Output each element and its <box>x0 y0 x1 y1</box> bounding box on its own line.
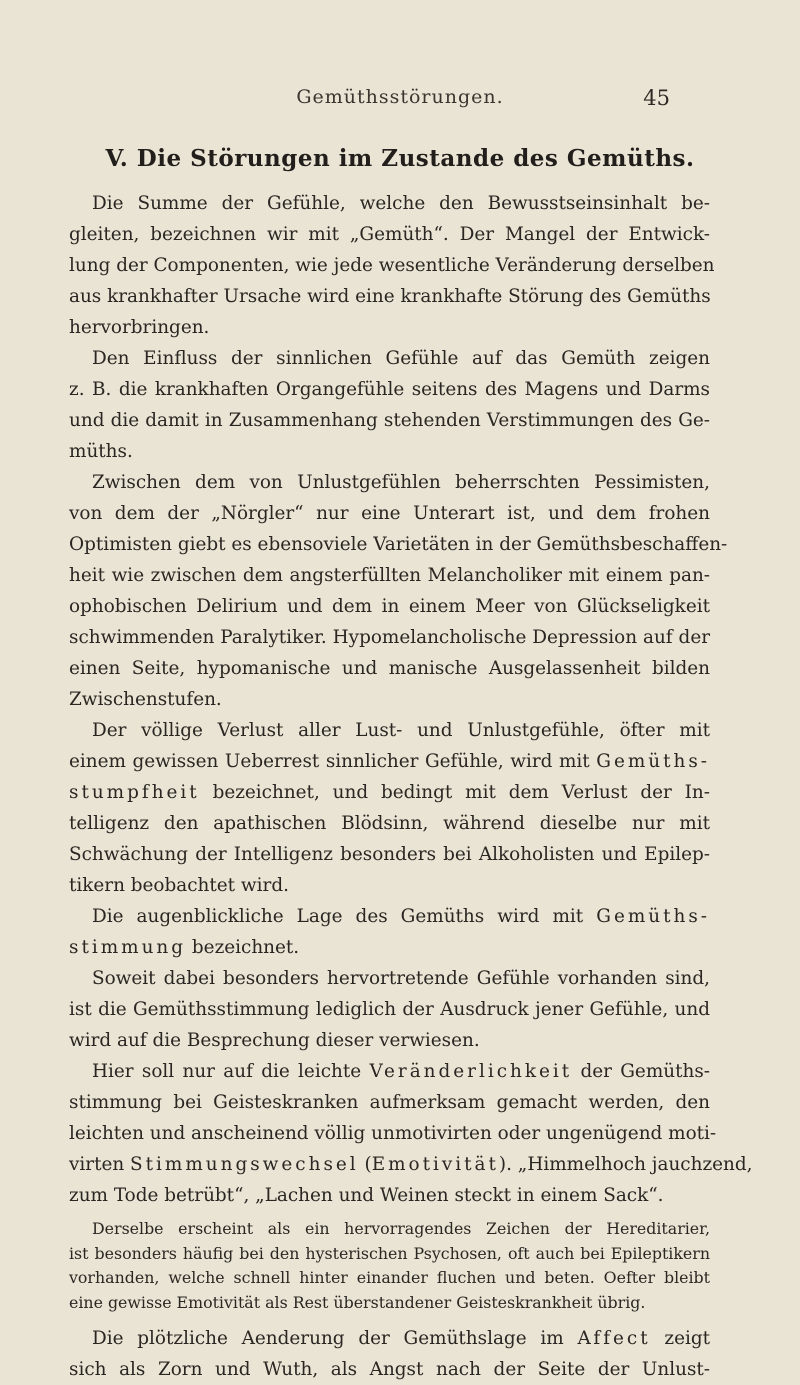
text-span: Die plötzliche Aenderung der Gemüthslage im <box>92 1328 578 1349</box>
paragraph-veraenderlichkeit <box>69 1056 753 1211</box>
text-line: Der völlige Verlust aller Lust- und Unlustgefühle, öfter mit <box>92 720 710 741</box>
spaced-term: Affect <box>577 1328 651 1349</box>
text-span: zeigt <box>650 1328 710 1349</box>
text-line: eine gewisse Emotivität als Rest überstandener Geisteskrankheit übrig. <box>69 1292 646 1312</box>
paragraph-soweit <box>69 963 710 1056</box>
paragraph-affect <box>69 1323 710 1385</box>
page-number: 45 <box>643 86 670 110</box>
spacer <box>69 1315 710 1323</box>
paragraph-stimmung <box>69 901 710 963</box>
text-line: Den Einfluss der sinnlichen Gefühle auf das Gemüth zeigen <box>92 348 710 369</box>
text-line: Zwischenstufen. <box>69 689 222 710</box>
text-span: bezeichnet, und bedingt mit dem Verlust der In- <box>199 782 710 803</box>
text-line: schwimmenden Paralytiker. Hypomelancholische Depression auf der <box>69 627 710 648</box>
spaced-term: Gemüths- <box>596 751 710 772</box>
text-line: ophobischen Delirium und dem in einem Meer von Glückseligkeit <box>69 596 710 617</box>
spaced-term: stumpfheit <box>69 782 200 803</box>
small-print-note <box>69 1217 710 1315</box>
text-line <box>69 1056 710 1087</box>
text-line: sich als Zorn und Wuth, als Angst nach der Seite der Unlust- <box>69 1359 710 1380</box>
text-line: tikern beobachtet wird. <box>69 875 289 896</box>
text-line <box>69 1149 753 1180</box>
text-span: ). „Himmelhoch jauchzend, <box>498 1154 753 1175</box>
page-body <box>69 188 753 1385</box>
text-line <box>69 746 710 777</box>
text-line: ist besonders häufig bei den hysterischen Psychosen, oft auch bei Epileptikern <box>69 1243 710 1263</box>
text-line: müths. <box>69 441 133 462</box>
text-line: heit wie zwischen dem angsterfüllten Melancholiker mit einem pan- <box>69 565 710 586</box>
text-line <box>69 777 710 808</box>
text-line: vorhanden, welche schnell hinter einander fluchen und beten. Oefter bleibt <box>69 1268 710 1287</box>
text-line: leichten und anscheinend völlig unmotivirten oder ungenügend moti- <box>69 1123 717 1144</box>
text-span: ( <box>358 1154 372 1175</box>
spaced-term: Emotivität <box>371 1154 499 1175</box>
text-line: Zwischen dem von Unlustgefühlen beherrschten Pessimisten, <box>92 472 710 493</box>
spaced-term: Veränderlichkeit <box>369 1061 573 1082</box>
text-line: stimmung bei Geisteskranken aufmerksam gemacht werden, den <box>69 1092 710 1113</box>
paragraph-pessimisten <box>69 467 728 715</box>
text-line <box>69 932 710 963</box>
text-line: Schwächung der Intelligenz besonders bei Alkoholisten und Epilep- <box>69 844 710 865</box>
running-title: Gemüthsstörungen. <box>296 86 504 108</box>
text-span: der Gemüths- <box>572 1061 710 1082</box>
text-span: Hier soll nur auf die leichte <box>92 1061 370 1082</box>
paragraph-einfluss <box>69 343 710 467</box>
text-line <box>69 1323 710 1354</box>
text-line: ist die Gemüthsstimmung lediglich der Ausdruck jener Gefühle, und <box>69 999 710 1020</box>
text-line: lung der Componenten, wie jede wesentliche Veränderung derselben <box>69 255 715 276</box>
text-line: zum Tode betrübt“, „Lachen und Weinen steckt in einem Sack“. <box>69 1185 664 1206</box>
section-title: V. Die Störungen im Zustande des Gemüths. <box>105 145 695 172</box>
text-line: Die Summe der Gefühle, welche den Bewusstseinsinhalt be- <box>92 193 710 214</box>
text-line: wird auf die Besprechung dieser verwiesen. <box>69 1030 480 1051</box>
text-line: Soweit dabei besonders hervortretende Gefühle vorhanden sind, <box>92 968 710 989</box>
text-span: Die augenblickliche Lage des Gemüths wird mit <box>92 906 597 927</box>
running-head <box>0 86 800 110</box>
text-line: z. B. die krankhaften Organgefühle seitens des Magens und Darms <box>69 379 710 400</box>
spaced-term: Gemüths- <box>596 906 710 927</box>
text-line: einen Seite, hypomanische und manische Ausgelassenheit bilden <box>69 658 710 679</box>
paragraph-summe <box>69 188 715 343</box>
text-line: Derselbe erscheint als ein hervorragendes Zeichen der Hereditarier, <box>92 1219 710 1238</box>
text-line: gleiten, bezeichnen wir mit „Gemüth“. Der Mangel der Entwick- <box>69 224 710 245</box>
text-line: Optimisten giebt es ebensoviele Varietäten in der Gemüthsbeschaffen- <box>69 534 728 555</box>
paragraph-stumpfheit <box>69 715 710 901</box>
spaced-term: Stimmungswechsel <box>130 1154 359 1175</box>
text-line: hervorbringen. <box>69 317 210 338</box>
text-span: einem gewissen Ueberrest sinnlicher Gefühle, wird mit <box>69 751 597 772</box>
text-line: aus krankhafter Ursache wird eine krankhafte Störung des Gemüths <box>69 286 711 307</box>
spaced-term: stimmung <box>69 937 187 958</box>
text-line: telligenz den apathischen Blödsinn, während dieselbe nur mit <box>69 813 710 834</box>
text-line <box>69 901 710 932</box>
text-span: bezeichnet. <box>186 937 300 958</box>
text-span: virten <box>69 1154 131 1175</box>
text-line: von dem der „Nörgler“ nur eine Unterart ist, und dem frohen <box>69 503 710 524</box>
text-line: und die damit in Zusammenhang stehenden Verstimmungen des Ge- <box>69 410 710 431</box>
